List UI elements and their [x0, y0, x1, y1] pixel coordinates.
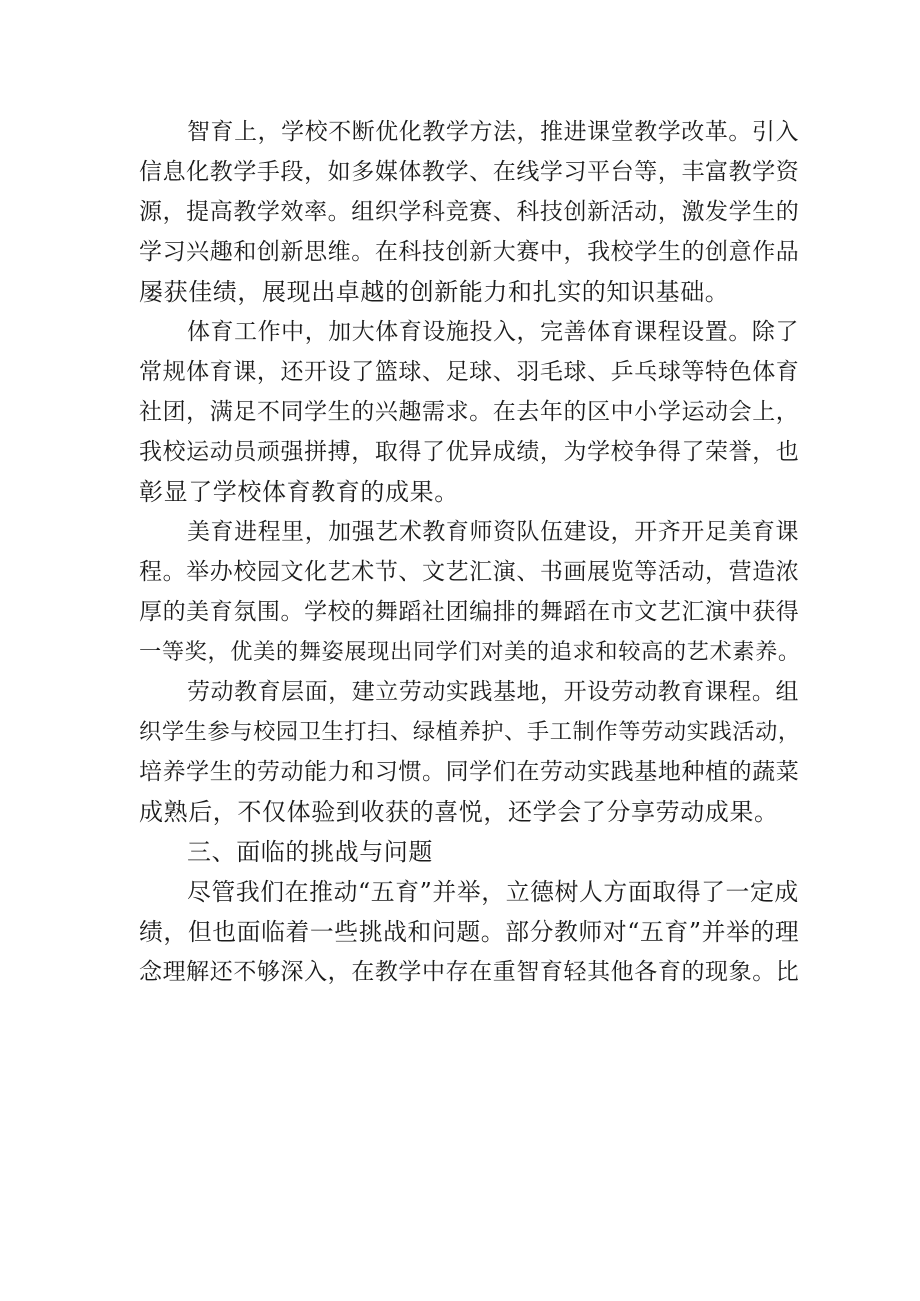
paragraph-challenges	[139, 872, 799, 992]
paragraph-labor-education	[139, 672, 799, 832]
text-line: 屡获佳绩，展现出卓越的创新能力和扎实的知识基础。	[139, 278, 730, 306]
text-line: 彰显了学校体育教育的成果。	[139, 478, 459, 506]
text-line: 尽管我们在推动“五育”并举，立德树人方面取得了一定成	[187, 878, 799, 906]
document-body	[139, 112, 799, 992]
text-line: 智育上，学校不断优化教学方法，推进课堂教学改革。引入	[187, 119, 799, 145]
text-line: 体育工作中，加大体育设施投入，完善体育课程设置。除了	[187, 319, 799, 345]
text-line: 社团，满足不同学生的兴趣需求。在去年的区中小学运动会上，	[139, 399, 800, 425]
section-heading-text: 三、面临的挑战与问题	[187, 838, 433, 866]
text-line: 美育进程里，加强艺术教育师资队伍建设，开齐开足美育课	[187, 519, 799, 545]
text-line: 绩，但也面临着一些挑战和问题。部分教师对“五育”并举的理	[139, 918, 800, 946]
text-line: 程。举办校园文化艺术节、文艺汇演、书画展览等活动，营造浓	[139, 559, 800, 585]
text-line: 信息化教学手段，如多媒体教学、在线学习平台等，丰富教学资	[139, 159, 800, 185]
text-line: 学习兴趣和创新思维。在科技创新大赛中，我校学生的创意作品	[139, 239, 800, 265]
text-line: 成熟后，不仅体验到收获的喜悦，还学会了分享劳动成果。	[139, 798, 779, 826]
text-line: 一等奖，优美的舞姿展现出同学们对美的追求和较高的艺术素养。	[139, 639, 801, 665]
text-line: 厚的美育氛围。学校的舞蹈社团编排的舞蹈在市文艺汇演中获得	[139, 599, 800, 625]
text-line: 念理解还不够深入，在教学中存在重智育轻其他各育的现象。比	[139, 959, 800, 985]
section-heading	[139, 832, 799, 872]
text-line: 劳动教育层面，建立劳动实践基地，开设劳动教育课程。组	[187, 679, 799, 705]
paragraph-aesthetic-education	[139, 512, 799, 672]
text-line: 源，提高教学效率。组织学科竞赛、科技创新活动，激发学生的	[139, 199, 800, 225]
text-line: 织学生参与校园卫生打扫、绿植养护、手工制作等劳动实践活动，	[139, 719, 801, 745]
paragraph-intellectual-education	[139, 112, 799, 312]
text-line: 我校运动员顽强拼搏，取得了优异成绩，为学校争得了荣誉，也	[139, 439, 800, 465]
text-line: 培养学生的劳动能力和习惯。同学们在劳动实践基地种植的蔬菜	[139, 759, 800, 785]
text-line: 常规体育课，还开设了篮球、足球、羽毛球、乒乓球等特色体育	[139, 359, 800, 385]
paragraph-physical-education	[139, 312, 799, 512]
